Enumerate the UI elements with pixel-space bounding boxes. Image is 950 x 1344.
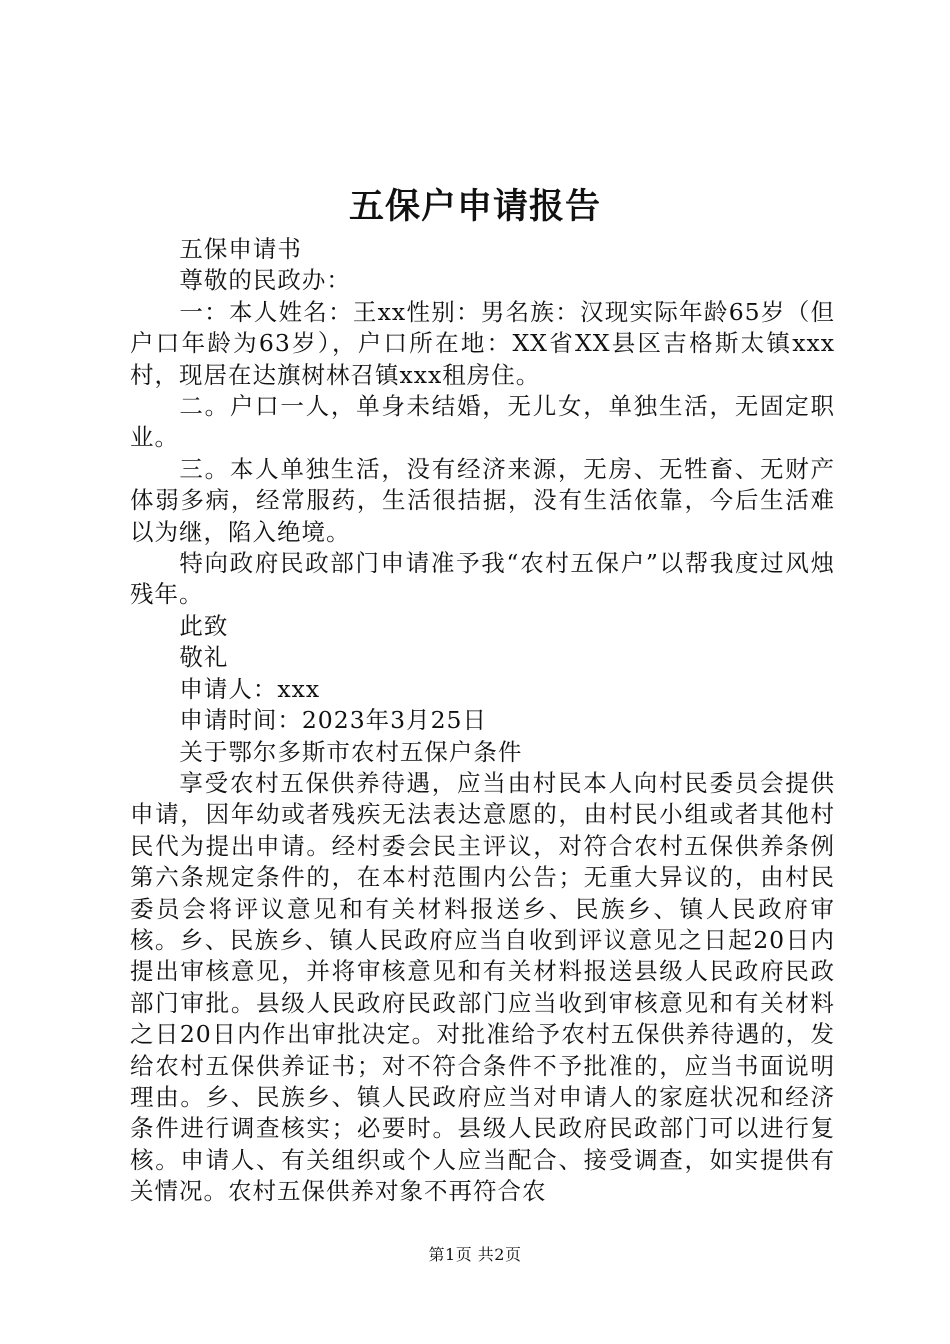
paragraph-date: 申请时间：2023年3月25日	[179, 706, 488, 735]
paragraph-item-3: 三。本人单独生活，没有经济来源，无房、无牲畜、无财产体弱多病，经常服药，生活很拮据，没有生活依靠，今后生活难以为继，陷入绝境。	[130, 454, 835, 546]
paragraph-request: 特向政府民政部门申请准予我“农村五保户”以帮我度过风烛残年。	[130, 549, 835, 609]
document-body	[130, 234, 835, 1208]
paragraph-closing-1: 此致	[179, 611, 229, 640]
paragraph-section-heading: 关于鄂尔多斯市农村五保户条件	[179, 737, 523, 766]
paragraph-salutation: 尊敬的民政办：	[179, 266, 351, 295]
paragraph-closing-2: 敬礼	[179, 643, 229, 672]
page-indicator: 第1页 共2页	[428, 1245, 522, 1264]
paragraph-applicant: 申请人：xxx	[179, 674, 321, 703]
paragraph-item-1: 一：本人姓名：王xx性别：男名族：汉现实际年龄65岁（但户口年龄为63岁），户口所在地：XX省XX县区吉格斯太镇xxx村，现居在达旗树林召镇xxx租房住。	[130, 297, 835, 389]
paragraph-conditions: 享受农村五保供养待遇，应当由村民本人向村民委员会提供申请，因年幼或者残疾无法表达意愿的，由村民小组或者其他村民代为提出申请。经村委会民主评议，对符合农村五保供养条例第六条规定条件的，在本村范围内公告；无重大异议的，由村民委员会将评议意见和有关材料报送乡、民族乡、镇人民政府审核。乡、民族乡、镇人民政府应当自收到评议意见之日起20日内提出审核意见，并将审核意见和有关材料报送县级人民政府民政部门审批。县级人民政府民政部门应当收到审核意见和有关材料之日20日内作出审批决定。对批准给予农村五保供养待遇的，发给农村五保供养证书；对不符合条件不予批准的，应当书面说明理由。乡、民族乡、镇人民政府应当对申请人的家庭状况和经济条件进行调查核实；必要时。县级人民政府民政部门可以进行复核。申请人、有关组织或个人应当配合、接受调查，如实提供有关情况。农村五保供养对象不再符合农	[130, 768, 835, 1206]
document-title: 五保户申请报告	[348, 186, 601, 227]
paragraph-item-2: 二。户口一人，单身未结婚，无儿女，单独生活，无固定职业。	[130, 392, 835, 452]
paragraph-heading: 五保申请书	[179, 235, 302, 263]
